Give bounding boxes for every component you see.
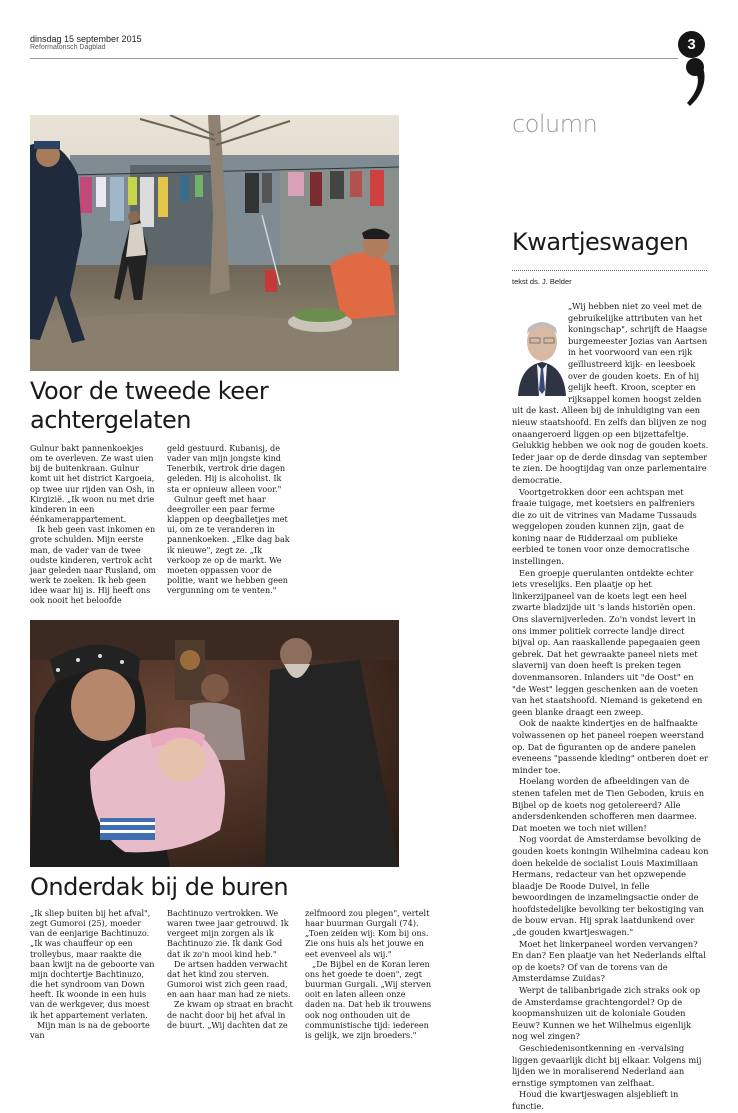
paragraph: Een groepje querulanten ontdekte echter iets vreselijks. Een plaatje op het linkerzijpaneel van de koets legt een heel zwarte bladzijde uit 's lands historiën open. Ons slavernijverleden. Zo'n vondst levert in ons immer politiek correcte landje direct bijval op. Aan raaskallende papegaaien geen gebrek. Dat het gewraakte paneel niets met slavernij van doen heeft is preken tegen dovenmansoren. Inlanders uit "de Oost" en "de West" leggen geschenken aan de voeten van het staatshoofd. Niemand is geketend en geen blanke draagt een zweep. xyxy=(512,567,703,717)
issue-date: dinsdag 15 september 2015 xyxy=(30,34,142,44)
comma-icon xyxy=(684,58,710,108)
paragraph: Geschiedenisontkenning en -vervalsing liggen gevaarlijk dicht bij elkaar. Volgens mij lijden we in moraliserend Nederland aan ernstige symptomen van zelfhaat. xyxy=(512,1043,702,1088)
paragraph xyxy=(512,301,709,487)
page-number: 3 xyxy=(678,31,705,58)
section-label: column xyxy=(512,110,598,138)
dotted-divider xyxy=(512,270,707,271)
paragraph: Bachtinuzo vertrokken. We waren twee jaar getrouwd. Ik vergeet mijn zorgen als ik Bachtinuzo zie. Ik dank God dat ik zo'n mooi kind heb." xyxy=(167,908,289,959)
column-title: Kwartjeswagen xyxy=(512,228,689,256)
paragraph: Gulnur geeft met haar deegroller een paar ferme klappen op deegballetjes met ui, om ze te veranderen in pannenkoeken. „Elke dag bak ik nieuwe", zegt ze. „Ik verkoop ze op de markt. We moeten oppassen voor de politie, want we hebben geen vergunning om te venten." xyxy=(167,493,290,596)
article-2-column-2 xyxy=(167,908,296,1030)
paragraph: Gulnur bakt pannenkoekjes om te overleven. Ze wast uien bij de buitenkraan. Gulnur komt uit het district Kargoeia, op twee uur rijden van Osh, in Kirgizië. „Ik woon nu met drie kinderen in een éénkamerappartement. xyxy=(30,443,155,525)
paragraph: Mijn man is na de geboorte van xyxy=(30,1019,150,1040)
portrait-wrap xyxy=(512,301,568,397)
article-1-headline: Voor de tweede keer achtergelaten xyxy=(30,377,269,434)
photo-yard-laundry xyxy=(30,115,399,371)
newspaper-name: Reformatorisch Dagblad xyxy=(30,44,106,51)
column-body xyxy=(512,301,709,1113)
photo-family-baby xyxy=(30,620,399,867)
article-2-headline: Onderdak bij de buren xyxy=(30,873,289,901)
article-1-column-2 xyxy=(167,443,296,595)
article-2-column-3 xyxy=(305,908,433,1040)
paragraph: Ze kwam op straat en bracht de nacht door bij het afval in de buurt. „Wij dachten dat ze xyxy=(167,999,293,1030)
paragraph: „De Bijbel en de Koran leren ons het goede te doen", zegt buurman Gurgali. „Wij sterven ooit en laten alleen onze daden na. Dat heb ik trouwens ook nog onthouden uit de communistische tijd: iedereen is gelijk, we zijn broeders." xyxy=(305,958,432,1040)
paragraph: Nog voordat de Amsterdamse bevolking de gouden koets koningin Wilhelmina cadeau kon doen hekelde de socialist Louis Maximiliaan Hermans, redacteur van het opzwepende blaadje De Roode Duivel, in felle bewoordingen de inzamelingsactie onder de hoofdstedelijke bevolking ter bekostiging van de bouw ervan. Hij sprak laatdunkend over „de gouden kwartjeswagen." xyxy=(512,834,709,938)
paragraph: Voortgetrokken door een achtspan met fraaie tuigage, met koetsiers en palfreniers die zo uit de vitrines van Madame Tussauds weggelopen zouden kunnen zijn, gaat de koning naar de Ridderzaal om publieke eerbied te tonen voor onze democratische instellingen. xyxy=(512,486,697,567)
paragraph: geld gestuurd. Kubanisj, de vader van mijn jongste kind Tenerbik, vertrok drie dagen geleden. Hij is alcoholist. Ik sta er opnieuw alleen voor." xyxy=(167,443,286,494)
byline: tekst ds. J. Belder xyxy=(512,277,572,286)
paragraph-text: „Wij hebben niet zo veel met de gebruikelijke attributen van het koningschap", schrijft de Haagse burgemeester Jozias van Aartsen in het voorwoord van een rijk geïllustreerd kijk- en leesboek over de gouden koets. En of hij gelijk heeft. Kroon, scepter en rijksappel komen hoogst zelden uit de kast. Alleen bij de inhuldiging van een nieuw staatshoofd. En zelfs dan blijven ze nog onaangeroerd liggen op een bijzettafeltje. Gelukkig hebben we ook nog de gouden koets. Ieder jaar op de derde dinsdag van september te zien. De hoogtijdag van onze parlementaire democratie. xyxy=(512,301,709,485)
paragraph: Werpt de talibanbrigade zich straks ook op de Amsterdamse grachtengordel? Op de koopmanshuizen uit de koloniale Gouden Eeuw? Kunnen we het Wilhelmus eigenlijk nog wel zingen? xyxy=(512,985,701,1042)
article-2-column-1 xyxy=(30,908,158,1040)
header-rule xyxy=(30,58,678,59)
paragraph: zelfmoord zou plegen", vertelt haar buurman Gurgali (74). „Toen zeiden wij: Kom bij ons. Zie ons huis als het jouwe en eet evenveel als wij." xyxy=(305,908,430,959)
paragraph: De artsen hadden verwacht dat het kind zou sterven. Gumoroi wist zich geen raad, en aan haar man had ze niets. xyxy=(167,958,291,1000)
paragraph: „Ik sliep buiten bij het afval", zegt Gumoroi (25), moeder van de eenjarige Bachtinuzo. „Ik was chauffeur op een trolleybus, maar raakte die baan kwijt na de geboorte van mijn dochtertje Bachtinuzo, die het syndroom van Down heeft. Ik woonde in een huis van de werkgever, dus moest ik het appartement verlaten. xyxy=(30,908,155,1020)
paragraph: Ook de naakte kindertjes en de halfnaakte volwassenen op het paneel roepen weerstand op. Dat de figuranten op de andere panelen eveneens "passende kleding" ontberen doet er minder toe. xyxy=(512,718,709,775)
paragraph: Ik heb geen vast inkomen en grote schulden. Mijn eerste man, de vader van de twee oudste kinderen, vertrok acht jaar geleden naar Rusland, om werk te zoeken. Ik heb geen idee waar hij is. Hij heeft ons ook nooit het beloofde xyxy=(30,524,156,606)
paragraph: Houd die kwartjeswagen alsjeblieft in functie. xyxy=(512,1089,679,1111)
paragraph: Moet het linkerpaneel worden vervangen? En dan? Een plaatje van het Nederlands elftal op de koets? Of van de torens van de Amsterdamse Zuidas? xyxy=(512,938,706,984)
paragraph: Hoelang worden de afbeeldingen van de stenen tafelen met de Tien Geboden, kruis en Bijbel op de koets nog getolereerd? Alle andersdenkenden schofferen men daarmee. Dat moeten we toch niet willen! xyxy=(512,776,705,833)
article-1-column-1 xyxy=(30,443,158,606)
